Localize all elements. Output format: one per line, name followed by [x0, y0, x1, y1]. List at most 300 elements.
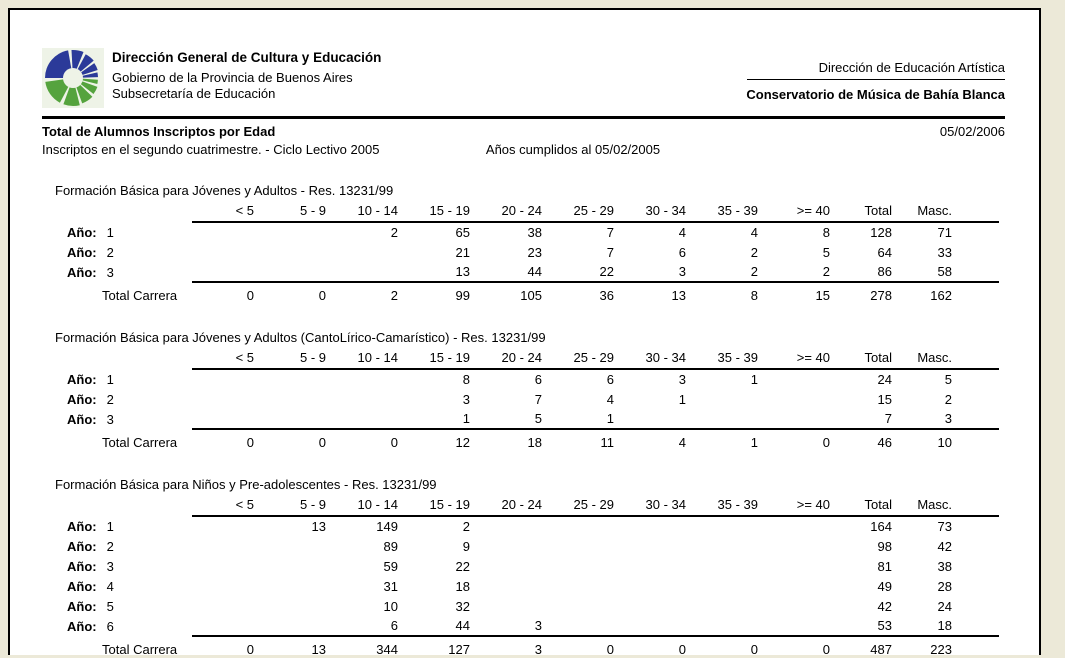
table-cell: 13	[311, 519, 326, 534]
table-cell	[192, 409, 264, 429]
table-row	[42, 222, 999, 242]
table-row	[42, 596, 999, 616]
table-cell: 13	[455, 264, 470, 279]
table-cell: 3	[534, 618, 542, 633]
table-cell: 23	[527, 244, 542, 260]
table-row	[42, 409, 999, 429]
table-body	[42, 516, 999, 658]
table-cell	[192, 516, 264, 536]
year-label: Año:	[67, 558, 97, 574]
total-cell: 0	[768, 636, 840, 658]
year-label: Año:	[67, 264, 97, 280]
table-cell: 6	[534, 372, 542, 387]
org-text-block	[112, 48, 381, 108]
year-label-cell	[42, 222, 192, 242]
table-cell: 15	[877, 391, 892, 407]
total-label-cell: Total Carrera	[102, 287, 178, 303]
total-cell: 0	[192, 282, 264, 304]
year-label-cell	[42, 616, 192, 636]
column-header: < 5	[192, 497, 264, 516]
column-header: 30 - 34	[624, 350, 696, 369]
table-cell: 1	[750, 372, 758, 387]
table-cell: 7	[606, 244, 614, 260]
column-header: 35 - 39	[696, 350, 768, 369]
table-cell	[480, 516, 552, 536]
year-label-cell	[42, 242, 192, 262]
page-header	[42, 48, 1005, 108]
total-cell: 3	[480, 636, 552, 658]
table-cell: 4	[678, 225, 686, 240]
total-cell: 10	[908, 429, 968, 451]
year-number: 1	[106, 371, 114, 387]
table-row	[42, 516, 999, 536]
column-header: 20 - 24	[480, 497, 552, 516]
cycle-subtitle: Inscriptos en el segundo cuatrimestre. - Ciclo Lectivo 2005	[42, 142, 380, 157]
table-cell: 38	[527, 225, 542, 240]
table-cell	[696, 596, 768, 616]
filler-cell	[968, 596, 999, 616]
table-cell: 42	[937, 538, 952, 554]
column-header: 30 - 34	[624, 203, 696, 222]
filler-cell	[968, 369, 999, 389]
divider-line	[747, 79, 1005, 80]
total-cell: 13	[624, 282, 696, 304]
total-cell: 487	[840, 636, 908, 658]
year-label: Año:	[67, 538, 97, 554]
table-cell: 33	[937, 244, 952, 260]
table-cell	[696, 389, 768, 409]
table-cell	[624, 616, 696, 636]
table-cell	[336, 242, 408, 262]
total-cell: 0	[552, 636, 624, 658]
year-label: Año:	[67, 244, 97, 260]
table-cell	[768, 409, 840, 429]
year-number: 6	[106, 618, 114, 634]
filler-cell	[968, 389, 999, 409]
table-cell	[264, 536, 336, 556]
table-cell: 8	[462, 372, 470, 387]
table-cell	[264, 596, 336, 616]
table-cell	[192, 389, 264, 409]
column-header: Masc.	[908, 497, 968, 516]
total-cell: 2	[336, 282, 408, 304]
total-cell: 15	[768, 282, 840, 304]
total-row	[42, 429, 999, 451]
total-cell: 13	[264, 636, 336, 658]
table-cell: 128	[870, 225, 892, 240]
table-cell: 42	[877, 598, 892, 614]
table-cell	[264, 576, 336, 596]
table-cell	[336, 389, 408, 409]
table-body	[42, 222, 999, 304]
table-row	[42, 616, 999, 636]
year-number: 3	[106, 411, 114, 427]
tables-container	[42, 183, 1005, 658]
total-cell: 344	[336, 636, 408, 658]
column-header: 35 - 39	[696, 497, 768, 516]
table-cell: 4	[606, 391, 614, 407]
total-cell: 0	[264, 429, 336, 451]
age-table	[42, 497, 999, 658]
label-column-header	[42, 497, 192, 516]
header-left	[42, 48, 381, 108]
year-label-cell	[42, 262, 192, 282]
table-cell	[552, 596, 624, 616]
table-cell: 5	[534, 411, 542, 426]
table-cell	[192, 596, 264, 616]
column-header: 5 - 9	[264, 497, 336, 516]
year-label-cell	[42, 596, 192, 616]
year-label: Año:	[67, 371, 97, 387]
column-header: 10 - 14	[336, 350, 408, 369]
filler-cell	[968, 409, 999, 429]
year-number: 2	[106, 538, 114, 554]
filler-cell	[968, 242, 999, 262]
table-cell	[624, 576, 696, 596]
table-cell: 44	[455, 618, 470, 633]
column-header: 20 - 24	[480, 350, 552, 369]
filler-header	[968, 350, 999, 369]
table-cell: 4	[750, 225, 758, 240]
year-label: Año:	[67, 518, 97, 534]
table-cell: 24	[937, 598, 952, 614]
column-header: 5 - 9	[264, 350, 336, 369]
section-title: Formación Básica para Niños y Pre-adolescentes - Res. 13231/99	[55, 477, 437, 492]
column-header: 25 - 29	[552, 497, 624, 516]
year-label-cell	[42, 576, 192, 596]
table-cell: 5	[822, 244, 830, 260]
table-cell: 164	[870, 519, 892, 534]
column-header: Masc.	[908, 350, 968, 369]
table-cell	[192, 556, 264, 576]
table-cell	[696, 556, 768, 576]
header-row	[42, 203, 999, 222]
table-cell: 71	[937, 225, 952, 240]
table-cell	[264, 222, 336, 242]
dgcye-logo-icon	[42, 48, 104, 108]
table-cell	[336, 409, 408, 429]
table-head	[42, 497, 999, 516]
column-header: Total	[840, 203, 908, 222]
column-header: 15 - 19	[408, 497, 480, 516]
total-cell: 0	[624, 636, 696, 658]
table-cell: 21	[455, 244, 470, 260]
table-cell: 7	[534, 391, 542, 407]
table-cell: 6	[390, 618, 398, 633]
table-cell: 2	[750, 264, 758, 279]
table-cell	[768, 596, 840, 616]
table-cell	[480, 596, 552, 616]
section-title: Formación Básica para Jóvenes y Adultos (CantoLírico-Camarístico) - Res. 13231/99	[55, 330, 546, 345]
title-row	[42, 124, 1005, 139]
filler-cell	[968, 429, 999, 451]
total-cell: 8	[696, 282, 768, 304]
table-row	[42, 262, 999, 282]
filler-cell	[968, 516, 999, 536]
total-cell: 0	[768, 429, 840, 451]
table-cell: 18	[937, 618, 952, 633]
year-number: 1	[106, 518, 114, 534]
report-section	[42, 477, 1005, 658]
table-cell: 10	[383, 598, 398, 614]
report-section	[42, 183, 1005, 304]
year-label-cell	[42, 369, 192, 389]
year-label: Año:	[67, 598, 97, 614]
table-cell: 65	[455, 225, 470, 240]
table-cell: 81	[877, 558, 892, 574]
table-cell: 64	[877, 244, 892, 260]
table-cell: 73	[937, 519, 952, 534]
table-cell	[768, 616, 840, 636]
total-cell: 0	[696, 636, 768, 658]
column-header: 20 - 24	[480, 203, 552, 222]
table-cell: 58	[937, 264, 952, 279]
year-number: 1	[106, 224, 114, 240]
table-cell	[480, 576, 552, 596]
table-cell: 28	[937, 578, 952, 594]
table-cell: 2	[944, 391, 952, 407]
table-cell	[552, 556, 624, 576]
table-cell: 7	[606, 225, 614, 240]
total-label-cell: Total Carrera	[102, 434, 178, 450]
table-cell	[264, 556, 336, 576]
conservatory-name: Conservatorio de Música de Bahía Blanca	[746, 87, 1005, 102]
table-cell: 1	[678, 391, 686, 407]
filler-cell	[968, 576, 999, 596]
table-cell	[264, 262, 336, 282]
filler-header	[968, 497, 999, 516]
report-date: 05/02/2006	[939, 124, 1005, 139]
header-divider	[42, 116, 1005, 119]
table-row	[42, 369, 999, 389]
section-title: Formación Básica para Jóvenes y Adultos - Res. 13231/99	[55, 183, 394, 198]
table-cell: 1	[606, 411, 614, 426]
table-cell	[192, 536, 264, 556]
table-cell: 31	[383, 578, 398, 594]
total-cell: 1	[696, 429, 768, 451]
age-table	[42, 203, 999, 304]
column-header: 5 - 9	[264, 203, 336, 222]
table-cell: 8	[822, 225, 830, 240]
table-cell: 1	[462, 411, 470, 426]
table-cell	[480, 536, 552, 556]
table-cell: 6	[678, 244, 686, 260]
org-subsecretary-line: Subsecretaría de Educación	[112, 86, 276, 101]
column-header: < 5	[192, 350, 264, 369]
table-cell: 86	[877, 264, 892, 279]
column-header: >= 40	[768, 497, 840, 516]
report-page	[8, 8, 1041, 655]
table-cell	[264, 242, 336, 262]
table-cell	[192, 222, 264, 242]
table-cell	[624, 536, 696, 556]
total-cell: 105	[480, 282, 552, 304]
column-header: 15 - 19	[408, 203, 480, 222]
table-cell	[624, 516, 696, 536]
table-cell	[264, 616, 336, 636]
total-cell: 36	[552, 282, 624, 304]
table-cell: 2	[822, 264, 830, 279]
table-cell	[480, 556, 552, 576]
report-title: Total de Alumnos Inscriptos por Edad	[42, 124, 276, 139]
column-header: Masc.	[908, 203, 968, 222]
table-cell	[264, 409, 336, 429]
year-label-cell	[42, 556, 192, 576]
table-body	[42, 369, 999, 451]
filler-cell	[968, 282, 999, 304]
year-label-cell	[42, 536, 192, 556]
filler-header	[968, 203, 999, 222]
table-row	[42, 536, 999, 556]
subtitle-row	[42, 142, 1005, 157]
table-cell: 59	[383, 558, 398, 574]
year-number: 5	[106, 598, 114, 614]
table-cell: 22	[455, 558, 470, 574]
total-cell: 99	[408, 282, 480, 304]
table-cell: 2	[462, 519, 470, 534]
table-row	[42, 556, 999, 576]
total-cell: 0	[192, 636, 264, 658]
year-number: 3	[106, 558, 114, 574]
table-cell: 32	[455, 598, 470, 614]
table-cell	[768, 576, 840, 596]
table-cell: 2	[750, 244, 758, 260]
table-cell	[192, 576, 264, 596]
table-cell	[264, 369, 336, 389]
table-cell: 18	[455, 578, 470, 594]
table-cell	[264, 389, 336, 409]
table-cell: 38	[937, 558, 952, 574]
year-label-cell	[42, 389, 192, 409]
table-cell: 3	[462, 391, 470, 407]
column-header: < 5	[192, 203, 264, 222]
total-cell: 162	[908, 282, 968, 304]
table-cell: 44	[527, 264, 542, 279]
table-cell	[552, 576, 624, 596]
total-row	[42, 282, 999, 304]
table-cell: 98	[877, 538, 892, 554]
table-cell: 3	[678, 264, 686, 279]
table-row	[42, 389, 999, 409]
label-column-header	[42, 203, 192, 222]
total-cell: 4	[624, 429, 696, 451]
filler-cell	[968, 536, 999, 556]
label-column-header	[42, 350, 192, 369]
table-cell: 9	[462, 538, 470, 554]
pinwheel-logo-icon	[42, 48, 104, 108]
filler-cell	[968, 616, 999, 636]
table-cell	[768, 556, 840, 576]
filler-cell	[968, 556, 999, 576]
table-cell	[624, 596, 696, 616]
org-title: Dirección General de Cultura y Educación	[112, 50, 382, 65]
year-label: Año:	[67, 411, 97, 427]
column-header: 25 - 29	[552, 203, 624, 222]
table-row	[42, 242, 999, 262]
table-cell: 49	[877, 578, 892, 594]
age-table	[42, 350, 999, 451]
table-cell	[624, 409, 696, 429]
year-number: 2	[106, 244, 114, 260]
total-cell: 46	[840, 429, 908, 451]
filler-cell	[968, 222, 999, 242]
table-cell	[336, 262, 408, 282]
report-content	[10, 10, 1005, 658]
total-cell: 0	[264, 282, 336, 304]
year-number: 4	[106, 578, 114, 594]
table-cell	[552, 536, 624, 556]
column-header: 10 - 14	[336, 497, 408, 516]
table-row	[42, 576, 999, 596]
filler-cell	[968, 262, 999, 282]
header-row	[42, 350, 999, 369]
header-row	[42, 497, 999, 516]
table-cell	[336, 369, 408, 389]
table-cell	[696, 516, 768, 536]
column-header: 25 - 29	[552, 350, 624, 369]
table-cell	[768, 389, 840, 409]
table-cell: 5	[944, 372, 952, 387]
total-cell: 18	[480, 429, 552, 451]
table-cell	[696, 409, 768, 429]
table-cell	[552, 516, 624, 536]
column-header: 15 - 19	[408, 350, 480, 369]
total-cell: 12	[408, 429, 480, 451]
table-cell: 6	[606, 372, 614, 387]
table-cell: 22	[599, 264, 614, 279]
column-header: 30 - 34	[624, 497, 696, 516]
table-head	[42, 350, 999, 369]
year-label-cell	[42, 516, 192, 536]
table-cell: 149	[376, 519, 398, 534]
year-label: Año:	[67, 391, 97, 407]
age-cutoff-subtitle: Años cumplidos al 05/02/2005	[485, 142, 661, 157]
table-cell	[696, 576, 768, 596]
table-cell	[192, 242, 264, 262]
total-cell: 0	[192, 429, 264, 451]
total-cell: 127	[408, 636, 480, 658]
table-cell	[768, 536, 840, 556]
column-header: 10 - 14	[336, 203, 408, 222]
column-header: Total	[840, 497, 908, 516]
table-cell	[552, 616, 624, 636]
table-cell: 3	[678, 372, 686, 387]
report-section	[42, 330, 1005, 451]
column-header: >= 40	[768, 350, 840, 369]
column-header: 35 - 39	[696, 203, 768, 222]
total-cell: 223	[908, 636, 968, 658]
column-header: >= 40	[768, 203, 840, 222]
year-number: 2	[106, 391, 114, 407]
table-cell	[192, 262, 264, 282]
year-label: Año:	[67, 224, 97, 240]
total-cell: 11	[552, 429, 624, 451]
table-cell	[696, 536, 768, 556]
year-label: Año:	[67, 618, 97, 634]
year-label: Año:	[67, 578, 97, 594]
table-cell: 53	[877, 618, 892, 633]
table-cell	[768, 516, 840, 536]
total-cell: 0	[336, 429, 408, 451]
table-head	[42, 203, 999, 222]
table-cell: 89	[383, 538, 398, 554]
header-right	[746, 48, 1005, 102]
column-header: Total	[840, 350, 908, 369]
table-cell: 24	[877, 372, 892, 387]
org-government-line: Gobierno de la Provincia de Buenos Aires	[112, 70, 353, 85]
table-cell: 2	[390, 225, 398, 240]
table-cell: 7	[884, 411, 892, 426]
